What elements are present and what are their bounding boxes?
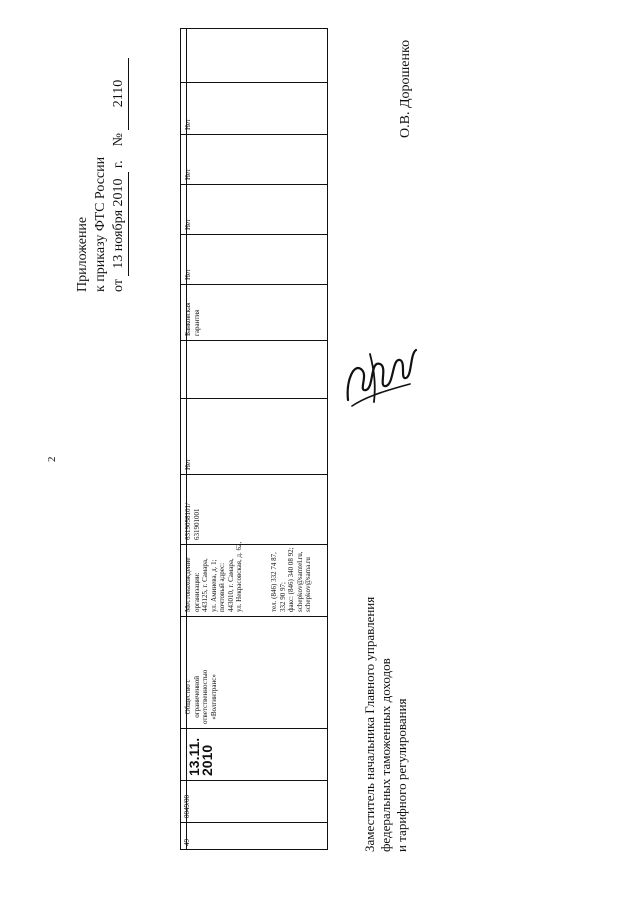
- col-sep: [180, 134, 328, 135]
- appendix-order-ref: к приказу ФТС России: [93, 156, 108, 292]
- contact-line: 332 90 97;: [278, 582, 287, 612]
- number-label: №: [111, 133, 126, 147]
- location-line: ул. Некрасовская, д. 62,: [235, 541, 243, 612]
- order-year: 2010: [111, 178, 126, 207]
- location-line: 443010, г. Самара,: [226, 558, 235, 612]
- signer-position-line1: Заместитель начальника Главного управления: [362, 596, 377, 852]
- contact-line: schepkov@samtel.ru,: [295, 551, 304, 612]
- col-sep: [180, 82, 328, 83]
- row-inn-kpp: [184, 503, 201, 540]
- order-number: 2110: [110, 58, 129, 130]
- row-location: [184, 542, 244, 612]
- col-sep: [180, 474, 328, 475]
- row-index: 49: [183, 839, 191, 846]
- row-guarantee: [184, 303, 201, 336]
- row-code: 0049/00: [183, 795, 191, 818]
- col-sep: [180, 340, 328, 341]
- table-border: [180, 28, 328, 850]
- appendix-header: [74, 58, 129, 292]
- guarantee-line: Банковская: [184, 302, 192, 336]
- registry-table: [180, 28, 328, 850]
- col-sep: [180, 616, 328, 617]
- contact-line: тел. (846) 332 74 87,: [270, 552, 278, 612]
- col-sep: [180, 780, 328, 781]
- location-line: Местонахождение: [184, 557, 192, 612]
- row-no-4: Нет: [184, 168, 192, 180]
- row-contacts: [270, 547, 313, 612]
- table-header-strip-divider: [186, 28, 187, 850]
- order-month: ноября: [111, 209, 126, 252]
- from-label: от: [111, 279, 126, 292]
- signer-position-line2: федеральных таможенных доходов: [378, 658, 393, 852]
- contact-line: факс: (846) 340 08 92;: [287, 547, 295, 612]
- row-no-5: Нет: [184, 118, 192, 130]
- handwritten-signature: [340, 340, 420, 410]
- signer-name: О.В. Дорошенко: [398, 39, 413, 138]
- inn-line: 6319058101/: [184, 503, 192, 540]
- col-sep: [180, 234, 328, 235]
- kpp-line: 631901001: [192, 508, 201, 540]
- contact-line: schepkov@sama.ru: [304, 557, 312, 612]
- row-date-line2: 2010: [199, 744, 215, 776]
- order-date: [110, 172, 129, 276]
- location-line: ул. Аминева, д. 1;: [209, 559, 218, 612]
- location-line: почтовый адрес:: [218, 562, 226, 612]
- col-sep: [180, 822, 328, 823]
- guarantee-line: гарантия: [192, 309, 201, 336]
- col-sep: [180, 398, 328, 399]
- row-no-1: Нет: [184, 458, 192, 470]
- row-organization: [184, 670, 218, 724]
- row-date: [188, 738, 214, 776]
- col-sep: [180, 184, 328, 185]
- org-line: ограниченной: [192, 675, 201, 718]
- location-line: организации:: [192, 572, 201, 612]
- col-sep: [180, 728, 328, 729]
- appendix-title: Приложение: [75, 216, 90, 292]
- org-line: «Волгинтранс»: [209, 674, 218, 720]
- year-suffix: г.: [111, 160, 126, 169]
- page-number: 2: [46, 456, 58, 462]
- signature-block: [362, 597, 410, 852]
- row-no-3: Нет: [184, 218, 192, 230]
- org-line: ответственностью: [201, 669, 209, 724]
- col-sep: [180, 284, 328, 285]
- order-day: 13: [111, 254, 126, 269]
- row-no-2: Нет: [184, 268, 192, 280]
- signer-position-line3: и тарифного регулирования: [394, 698, 409, 852]
- location-line: 443125, г. Самара,: [201, 558, 209, 612]
- appendix-date-line: [110, 58, 129, 292]
- row-date-line1: 13.11.: [186, 737, 202, 776]
- org-line: Общество с: [184, 679, 192, 715]
